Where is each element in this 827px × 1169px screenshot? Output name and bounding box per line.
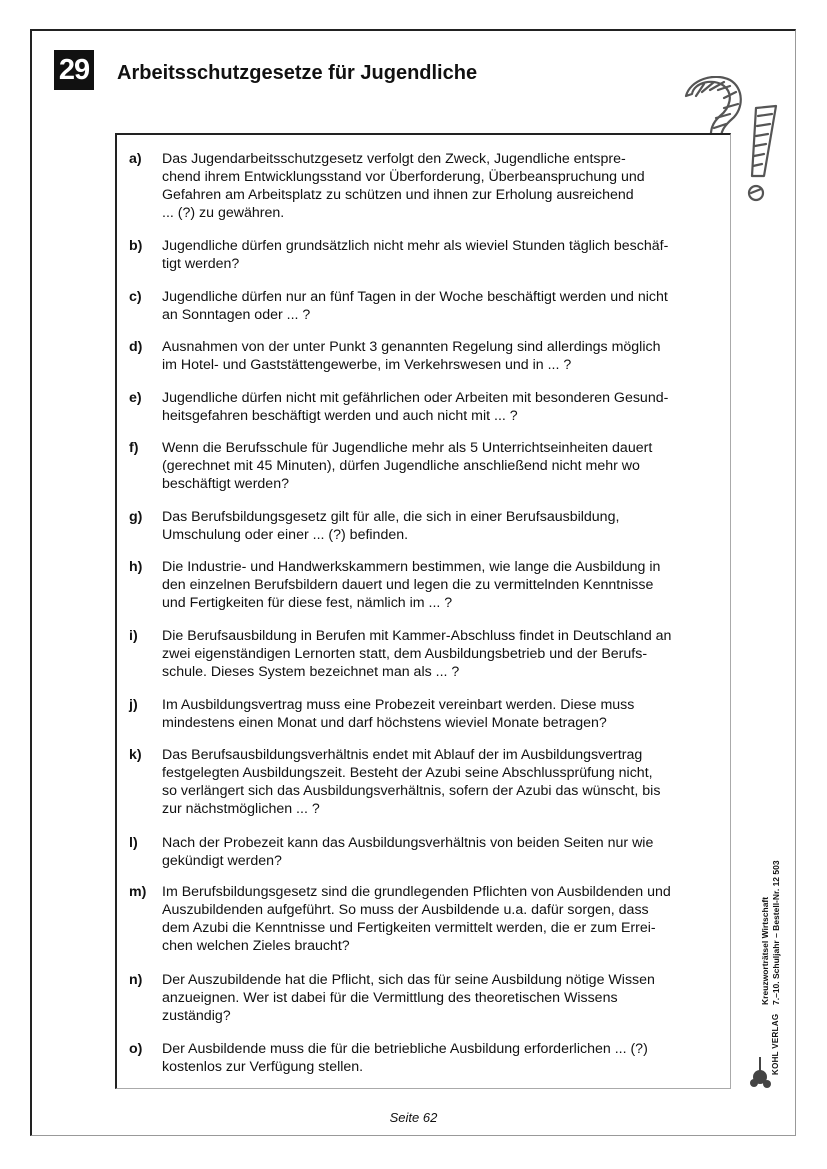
- question-text: Das Berufsbildungsgesetz gilt für alle, die sich in einer Berufsausbildung, Umschulung oder einer ... (?) befinden.: [162, 509, 620, 543]
- publisher-logo-icon: [748, 1015, 788, 1090]
- question-item: [129, 1040, 719, 1076]
- question-item: [129, 439, 719, 493]
- question-text: Das Berufsausbildungsverhältnis endet mit Ablauf der im Ausbildungsvertrag festgelegten Ausbildungszeit. Besteht der Azubi seine Abschlussprüfung nicht, so verlängert sich das Ausbildungsverhältnis, sofern der Azubi das wünscht, bis zur nächstmöglichen ... ?: [162, 747, 661, 817]
- question-label: g): [129, 509, 143, 525]
- question-text: Ausnahmen von der unter Punkt 3 genannten Regelung sind allerdings möglich im Hotel- und Gaststättengewerbe, im Verkehrswesen und in ... ?: [162, 339, 661, 373]
- question-label: d): [129, 339, 143, 355]
- question-label: e): [129, 390, 142, 406]
- question-item: [129, 834, 719, 870]
- question-label: o): [129, 1041, 143, 1057]
- question-label: h): [129, 559, 143, 575]
- question-label: a): [129, 151, 142, 167]
- question-item: [129, 971, 719, 1025]
- question-text: Wenn die Berufsschule für Jugendliche mehr als 5 Unterrichtseinheiten dauert (gerechnet mit 45 Minuten), dürfen Jugendliche anschließend nicht mehr wo beschäftigt werden?: [162, 440, 653, 492]
- question-text: Die Industrie- und Handwerkskammern bestimmen, wie lange die Ausbildung in den einzelnen Berufsbildern dauert und legen die zu vermittelnden Kenntnisse und Fertigkeiten für diese fest, nämlich im ... ?: [162, 559, 661, 611]
- question-text: Nach der Probezeit kann das Ausbildungsverhältnis von beiden Seiten nur wie gekündigt werden?: [162, 835, 654, 869]
- question-label: k): [129, 747, 142, 763]
- sidebar-title: Kreuzworträtsel Wirtschaft: [760, 896, 770, 1005]
- question-item: [129, 558, 719, 612]
- question-label: n): [129, 972, 143, 988]
- question-text: Jugendliche dürfen nur an fünf Tagen in der Woche beschäftigt werden und nicht an Sonntagen oder ... ?: [162, 289, 668, 323]
- question-text: Das Jugendarbeitsschutzgesetz verfolgt den Zweck, Jugendliche entspre- chend ihrem Entwicklungsstand vor Überforderung, Überbeanspruchung und Gefahren am Arbeitsplatz zu schützen und ihnen zur Erholung ausreichend ... (?) zu gewähren.: [162, 151, 645, 221]
- sidebar-order-info: 7.–10. Schuljahr – Bestell-Nr. 12 503: [770, 860, 781, 1005]
- question-text: Jugendliche dürfen nicht mit gefährlichen oder Arbeiten mit besonderen Gesund- heitsgefahren beschäftigt werden und auch nicht mit ... ?: [162, 390, 669, 424]
- question-text: Der Ausbildende muss die für die betriebliche Ausbildung erforderlichen ... (?) kostenlos zur Verfügung stellen.: [162, 1041, 648, 1075]
- question-item: [129, 150, 719, 222]
- sidebar-info: [760, 860, 781, 1005]
- page-number: Seite 62: [389, 1110, 438, 1125]
- question-text: Im Berufsbildungsgesetz sind die grundlegenden Pflichten von Ausbildenden und Auszubildenden aufgeführt. So muss der Ausbildende u.a. dafür sorgen, dass dem Azubi die Kenntnisse und Fertigkeiten vermittelt werden, die er zum Errei- chen welchen Zieles braucht?: [162, 884, 671, 954]
- question-text: Im Ausbildungsvertrag muss eine Probezeit vereinbart werden. Diese muss mindestens einen Monat und darf höchstens wieviel Monate betragen?: [162, 697, 635, 731]
- question-label: i): [129, 628, 138, 644]
- question-item: [129, 389, 719, 425]
- question-label: f): [129, 440, 139, 456]
- question-item: [129, 288, 719, 324]
- question-item: [129, 508, 719, 544]
- question-label: b): [129, 238, 143, 254]
- question-label: l): [129, 835, 138, 851]
- questions-box: [115, 133, 731, 1089]
- question-item: [129, 883, 719, 955]
- question-item: [129, 696, 719, 732]
- publisher-name: KOHL VERLAG: [771, 1013, 780, 1075]
- question-label: m): [129, 884, 147, 900]
- question-item: [129, 627, 719, 681]
- question-item: [129, 237, 719, 273]
- question-text: Jugendliche dürfen grundsätzlich nicht mehr als wieviel Stunden täglich beschäf- tigt werden?: [162, 238, 669, 272]
- question-item: [129, 338, 719, 374]
- question-text: Der Auszubildende hat die Pflicht, sich das für seine Ausbildung nötige Wissen anzueignen. Wer ist dabei für die Vermittlung des theoretischen Wissens zuständig?: [162, 972, 655, 1024]
- question-label: c): [129, 289, 142, 305]
- page-title: Arbeitsschutzgesetze für Jugendliche: [117, 62, 478, 84]
- worksheet-number: 29: [54, 50, 94, 90]
- question-text: Die Berufsausbildung in Berufen mit Kammer-Abschluss findet in Deutschland an zwei eigenständigen Lernorten statt, dem Ausbildungsbetrieb und der Berufs- schule. Dieses System bezeichnet man als ... ?: [162, 628, 672, 680]
- question-item: [129, 746, 719, 818]
- question-label: j): [129, 697, 138, 713]
